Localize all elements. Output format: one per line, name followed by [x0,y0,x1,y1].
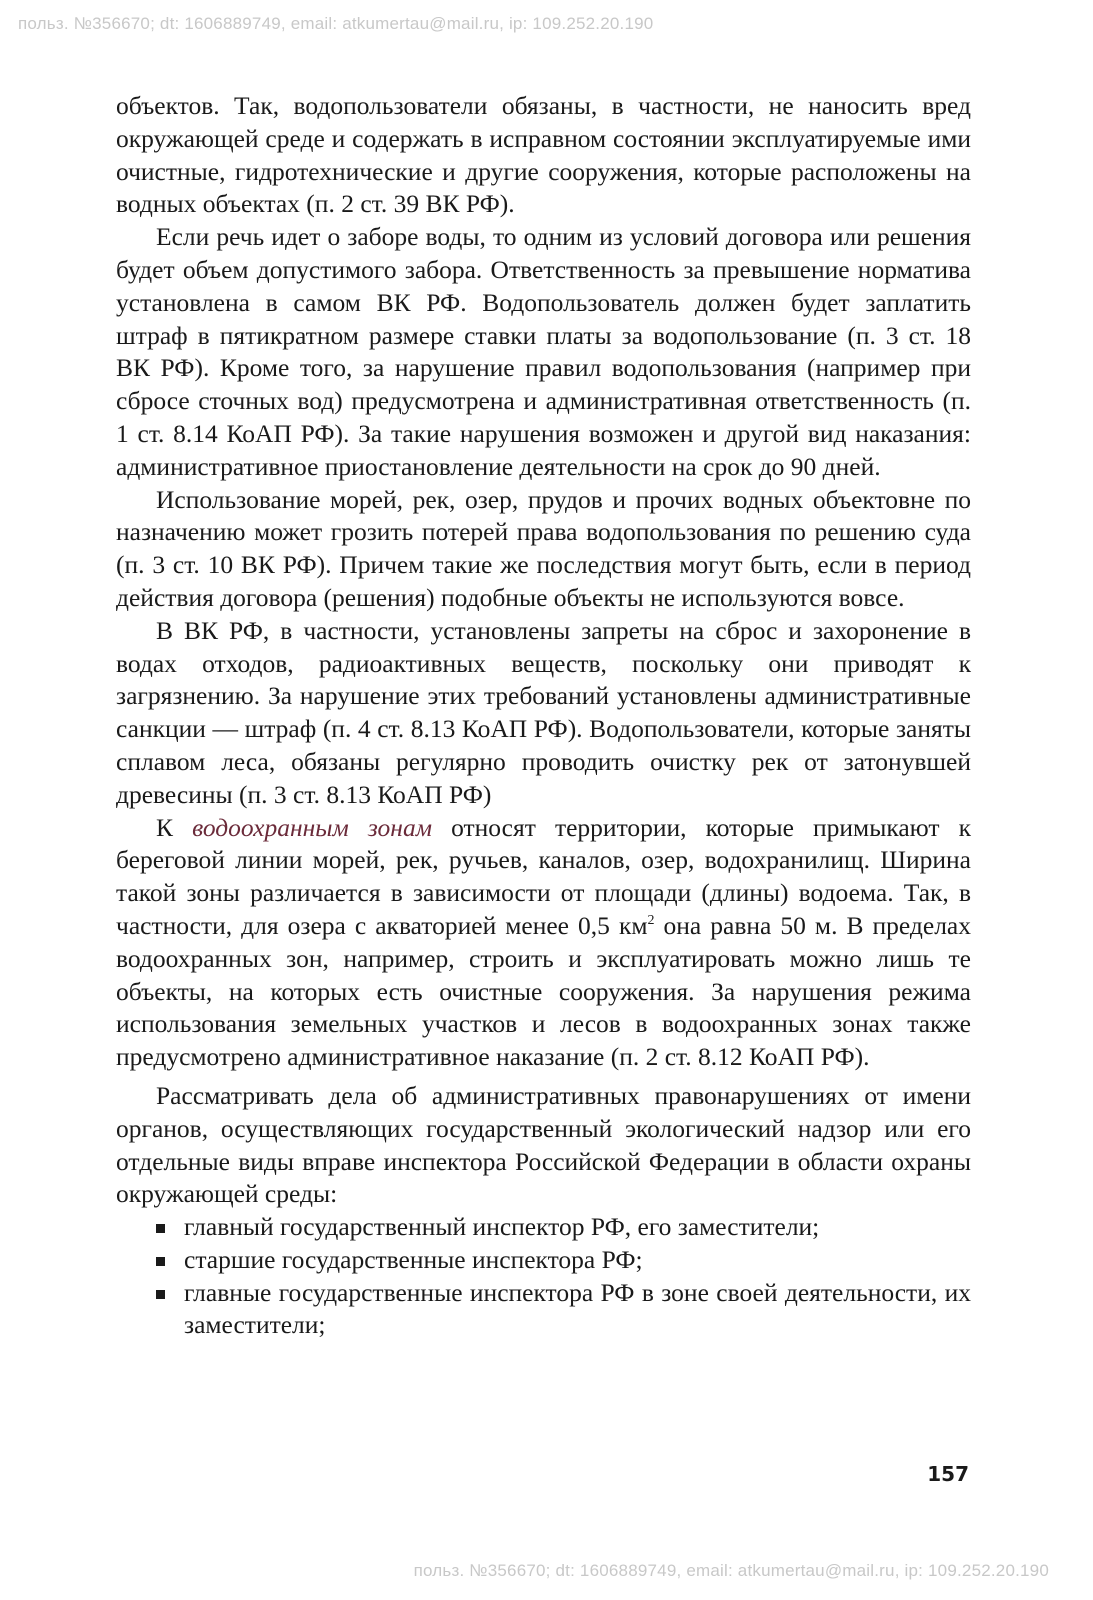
paragraph-5-lead: К [156,812,193,842]
list-item-text: главные государственные инспектора РФ в зоне своей деятельности, их заместители; [184,1277,971,1340]
paragraph-1: объектов. Так, водопользователи обязаны, в частности, не наносить вред окружающей среде и содержать в исправном состоянии эксплуатируемые ими очистные, гидротехнические и другие сооружения, которые расположены на водных объектах (п. 2 ст. 39 ВК РФ). [116,91,971,219]
paragraph-2: Если речь идет о заборе воды, то одним из условий договора или решения будет объем допустимого забора. Ответственность за превышение норматива установлена в самом ВК РФ. Водопользователь должен будет заплатить штраф в пятикратном размере ставки платы за водопользование (п. 3 ст. 18 ВК РФ). Кроме того, за нарушение правил водопользования (например при сбросе сточных вод) предусмотрена и административная ответственность (п. 1 ст. 8.14 КоАП РФ). За такие нарушения возможен и другой вид наказания: административное приостановление деятельности на срок до 90 дней. [116,222,971,481]
superscript-2: 2 [647,912,655,928]
paragraph-4: В ВК РФ, в частности, установлены запреты на сброс и захоронение в водах отходов, радиоактивных веществ, поскольку они приводят к загрязнению. За нарушение этих требований установлены административные санкции — штраф (п. 4 ст. 8.13 КоАП РФ). Водопользователи, которые заняты сплавом леса, обязаны регулярно проводить очистку рек от затонувшей древесины (п. 3 ст. 8.13 КоАП РФ) [116,615,971,809]
list-item [116,1211,971,1244]
page-body [116,90,971,1342]
square-bullet-icon [156,1290,165,1299]
inspector-list [116,1211,971,1342]
paragraph-6: Рассматривать дела об административных правонарушениях от имени органов, осуществляющих государственный экологический надзор или его отдельные виды вправе инспектора Российской Федерации в области охраны окружающей среды: [116,1080,971,1209]
list-item [116,1244,971,1277]
paragraph-5-part1: относят территории, которые примыкают к береговой линии морей, рек, ручьев, каналов, озер, водохранилищ. Ширина такой зоны различается в зависимости от площади (длины) водоема. Так, в частности, для озера с акваторией менее 0,5 км [116,812,972,940]
watermark-top: польз. №356670; dt: 1606889749, email: atkumertau@mail.ru, ip: 109.252.20.190 [18,14,654,33]
term-water-protection-zones: водоохранным зонам [192,812,432,842]
page-number: 157 [927,1462,969,1486]
list-item [116,1277,971,1343]
list-item-text: старшие государственные инспектора РФ; [184,1244,643,1274]
list-item-text: главный государственный инспектор РФ, его заместители; [184,1212,820,1242]
paragraph-5 [116,812,971,1074]
watermark-bottom: польз. №356670; dt: 1606889749, email: atkumertau@mail.ru, ip: 109.252.20.190 [413,1561,1049,1580]
square-bullet-icon [156,1257,165,1266]
paragraph-5-part2: она равна 50 м. В пределах водоохранных зон, например, строить и эксплуатировать можно лишь те объекты, на которых есть очистные сооружения. За нарушения режима использования земельных участков и лесов в водоохранных зонах также предусмотрено административное наказание (п. 2 ст. 8.12 КоАП РФ). [116,910,971,1072]
paragraph-3: Использование морей, рек, озер, прудов и прочих водных объектовне по назначению может грозить потерей права водопользования по решению суда (п. 3 ст. 10 ВК РФ). Причем такие же последствия могут быть, если в период действия договора (решения) подобные объекты не используются вовсе. [116,484,971,612]
square-bullet-icon [156,1224,165,1233]
